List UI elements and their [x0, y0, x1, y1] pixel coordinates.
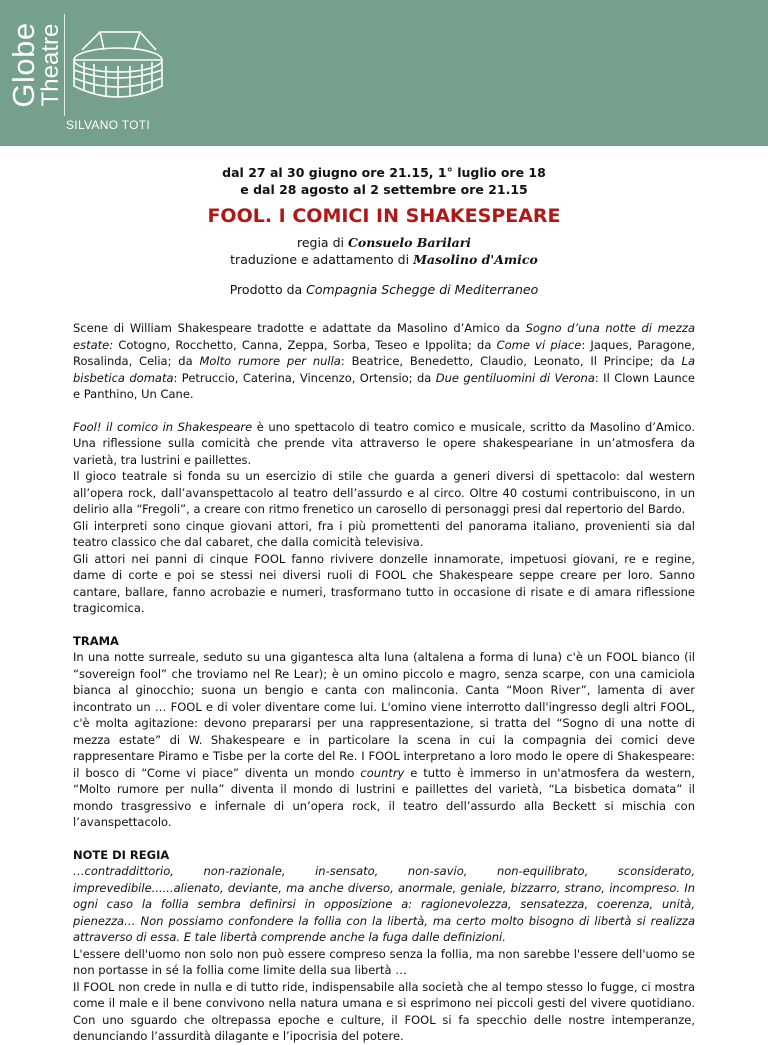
intro-paragraph-3: Gli interpreti sono cinque giovani attori, fra i più promettenti del panorama italiano, provenienti sia dal teatro classico che dal cabaret, che dalla comicità televisiva.: [73, 518, 695, 549]
intro-paragraph-2: Il gioco teatrale si fonda su un esercizio di stile che guarda a generi diversi di spettacolo: dal western all’opera rock, dall’avanspettacolo al teatro dell’assurdo e al circo. Oltre 40 costumi contribuiscono, in un delirio alla “Fregoli”, a creare con ritmo frenetico un carosello di personaggi presi dal repertorio del Bardo.: [73, 469, 695, 516]
production-line: [0, 282, 768, 297]
cast-text-1: Scene di William Shakespeare tradotte e adattate da Masolino d’Amico da: [73, 321, 526, 335]
cast-text-5: : Petruccio, Caterina, Vincenzo, Ortensio; da: [173, 370, 436, 385]
dates-line-2: e dal 28 agosto al 2 settembre ore 21.15: [240, 182, 528, 197]
director-name: Consuelo Barilari: [347, 235, 472, 250]
note-quote: [73, 863, 695, 946]
note-quote-text: …contraddittorio, non-razionale, in-sensato, non-savio, non-equilibrato, sconsiderato, imprevedibile......alienato, deviante, ma anche diverso, anormale, geniale, bizzarro, strano, incompreso. In ogni caso la follia sembra definirsi in opposizione a: ragionevolezza, sensatezza, coerenza, unità, pienezza… Non possiamo confondere la follia con la libertà, ma certo molto bisogno di libertà si realizza attraverso di essa. E tale libertà comprende anche la fuga dalle definizioni.: [73, 864, 695, 944]
cast-title-2: Come vi piace: [496, 337, 582, 352]
intro-paragraph-4: Gli attori nei panni di cinque FOOL fanno rivivere donzelle innamorate, impetuosi giovani, re e regine, dame di corte e poi se stessi nei diversi ruoli di FOOL che Shakespeare seppe creare per loro. Sanno cantare, ballare, fanno acrobazie e numeri, trasformano tutto in occasione di risate e di amara riflessione tragicomica.: [73, 551, 695, 615]
header-banner: [0, 0, 768, 146]
trama-heading: TRAMA: [73, 633, 119, 648]
logo-globe-label: Globe: [6, 22, 41, 108]
logo-theatre-text: [36, 10, 66, 120]
logo-theatre-label: Theatre: [37, 23, 64, 107]
cast-text-4: : Beatrice, Benedetto, Claudio, Leonato, Il Principe; da: [340, 354, 682, 368]
cast-title-5: Due gentiluomini di Verona: [435, 370, 595, 385]
translation-prefix: traduzione e adattamento di: [230, 252, 414, 267]
document-body: [73, 320, 695, 1045]
cast-paragraph: [73, 320, 695, 403]
note-paragraph-3: Il FOOL non crede in nulla e di tutto ride, indispensabile alla società che al tempo stesso lo fugge, ci mostra come il male e il bene convivono nella natura umana e si esprimono nei piccoli gesti del vivere quotidiano. Con uno sguardo che oltrepassa epoche e culture, il FOOL si fa specchio delle nostre intemperanze, denunciando l’assurdità dilagante e l’ipocrisia del potere.: [73, 979, 695, 1043]
intro-title: Fool! il comico in Shakespeare: [73, 419, 253, 434]
director-prefix: regia di: [296, 235, 348, 250]
cast-text-2: Cotogno, Rocchetto, Canna, Zeppa, Sorba, Teseo e Ippolita; da: [113, 337, 497, 352]
production-prefix: Prodotto da: [229, 282, 307, 297]
globe-theatre-building-icon: [70, 24, 166, 110]
logo-subtitle: SILVANO TOTI: [66, 118, 151, 132]
trama-text-2: e tutto è immerso in un'atmosfera da western, “Molto rumore per nulla” diventa il mondo di lustrini e paillettes del varietà, “La bisbetica domata” il mondo trasgressivo e infernale di un’opera rock, il teatro dell’assurdo alla Beckett si mischia con l’avanspettacolo.: [73, 765, 695, 829]
performance-dates: [0, 164, 768, 198]
trama-italic: country: [360, 765, 405, 780]
director-line: [0, 234, 768, 251]
cast-title-1: Sogno d’una notte di mezza estate:: [73, 321, 695, 352]
trama-text-1: In una notte surreale, seduto su una gigantesca alta luna (altalena a forma di luna) c'è un FOOL bianco (il “sovereign fool” che troviamo nel Re Lear); è un omino piccolo e magro, senza scarpe, con una camiciola bianca al ginocchio; suona un bengio e canta con malinconia. Canta “Moon River”, lamenta di aver incontrato un … FOOL e di voler diventare come lui. L'omino viene interrotto dall'ingresso degli altri FOOL, c'è molta agitazione: devono prepararsi per una rappresentazione, si tratta del “Sogno di una notte di mezza estate” di W. Shakespeare e in particolare la scena in cui la compagnia dei comici deve rappresentare Piramo e Tisbe per la corte del Re. I FOOL interpretano a loro modo le opere di Shakespeare: il bosco di “Come vi piace” diventa un mondo: [73, 650, 695, 780]
translator-name: Masolino d'Amico: [413, 252, 538, 267]
cast-text-3: : Jaques, Paragone, Rosalinda, Celia; da: [73, 337, 696, 368]
intro-paragraph-1: [73, 419, 695, 469]
note-paragraph-2: L'essere dell'uomo non solo non può essere compreso senza la follia, ma non sarebbe l'essere dell'uomo se non portasse in sé la follia come limite della sua libertà …: [73, 946, 695, 977]
cast-title-3: Molto rumore per nulla: [199, 354, 341, 368]
show-title: FOOL. I COMICI IN SHAKESPEARE: [207, 205, 561, 227]
trama-paragraph: [73, 649, 695, 831]
intro-text-1: è uno spettacolo di teatro comico e musicale, scritto da Masolino d’Amico. Una riflessione sulla comicità che prende vita attraverso le opere shakespeariane in un’atmosfera da varietà, tra lustrini e paillettes.: [73, 419, 695, 467]
note-heading: NOTE DI REGIA: [73, 847, 170, 862]
dates-line-1: dal 27 al 30 giugno ore 21.15, 1° luglio ore 18: [222, 165, 546, 180]
translation-line: [0, 251, 768, 268]
production-company: Compagnia Schegge di Mediterraneo: [306, 282, 539, 297]
credits: [0, 234, 768, 268]
cast-title-4: La bisbetica domata: [73, 354, 695, 385]
cast-text-6: : Il Clown Launce e Panthino, Un Cane.: [73, 370, 696, 401]
